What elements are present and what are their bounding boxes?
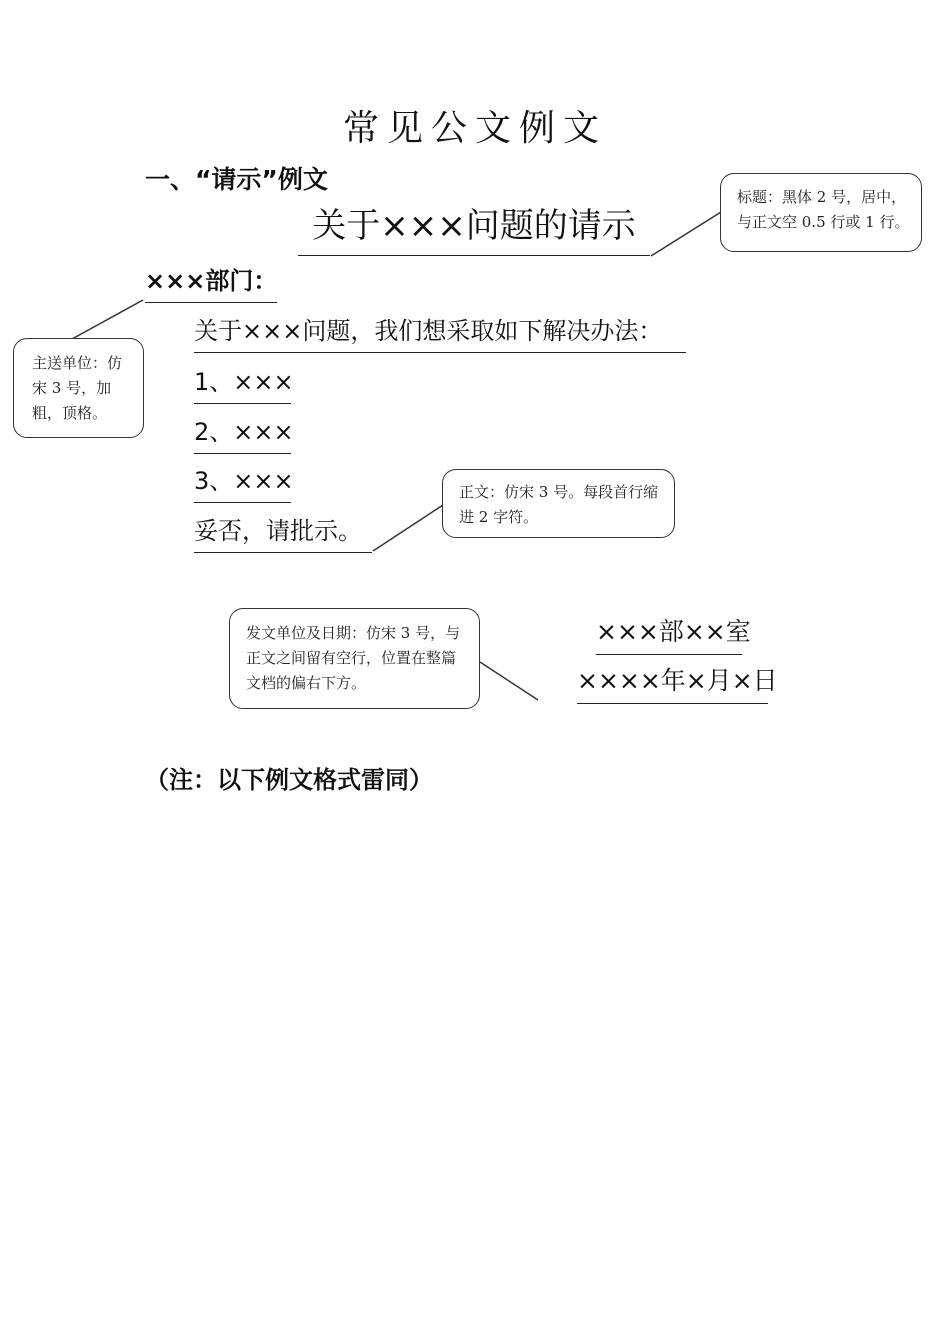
signature-format-callout-text: 发文单位及日期：仿宋 3 号，与正文之间留有空行，位置在整篇文档的偏右下方。 (246, 624, 461, 692)
signature-date: ××××年×月×日 (577, 661, 768, 704)
body-format-callout (442, 469, 675, 538)
section-heading: 一、“请示”例文 (145, 165, 328, 194)
title-callout-leader (651, 212, 721, 256)
signature-format-callout (229, 608, 480, 709)
recipient-callout-leader (72, 300, 143, 339)
signature-unit: ×××部××室 (596, 612, 742, 655)
recipient-format-callout (13, 338, 144, 438)
body-item-1: 1、××× (194, 362, 291, 404)
body-intro: 关于×××问题，我们想采取如下解决办法： (194, 311, 686, 353)
document-title: 常见公文例文 (342, 108, 607, 149)
body-item-3: 3、××× (194, 461, 291, 503)
title-format-callout-text: 标题：黑体 2 号，居中，与正文空 0.5 行或 1 行。 (737, 188, 910, 231)
body-callout-leader (373, 505, 443, 551)
body-format-callout-text: 正文：仿宋 3 号。每段首行缩进 2 字符。 (459, 483, 659, 526)
format-note: （注：以下例文格式雷同） (145, 766, 433, 794)
title-format-callout (720, 173, 922, 252)
recipient-format-callout-text: 主送单位：仿宋 3 号，加粗，顶格。 (32, 354, 123, 422)
notice-title: 关于×××问题的请示 (298, 198, 650, 256)
signature-callout-leader (480, 662, 538, 700)
recipient-line: ×××部门： (145, 261, 277, 303)
body-item-2: 2、××× (194, 412, 291, 454)
body-closing: 妥否，请批示。 (194, 511, 372, 553)
